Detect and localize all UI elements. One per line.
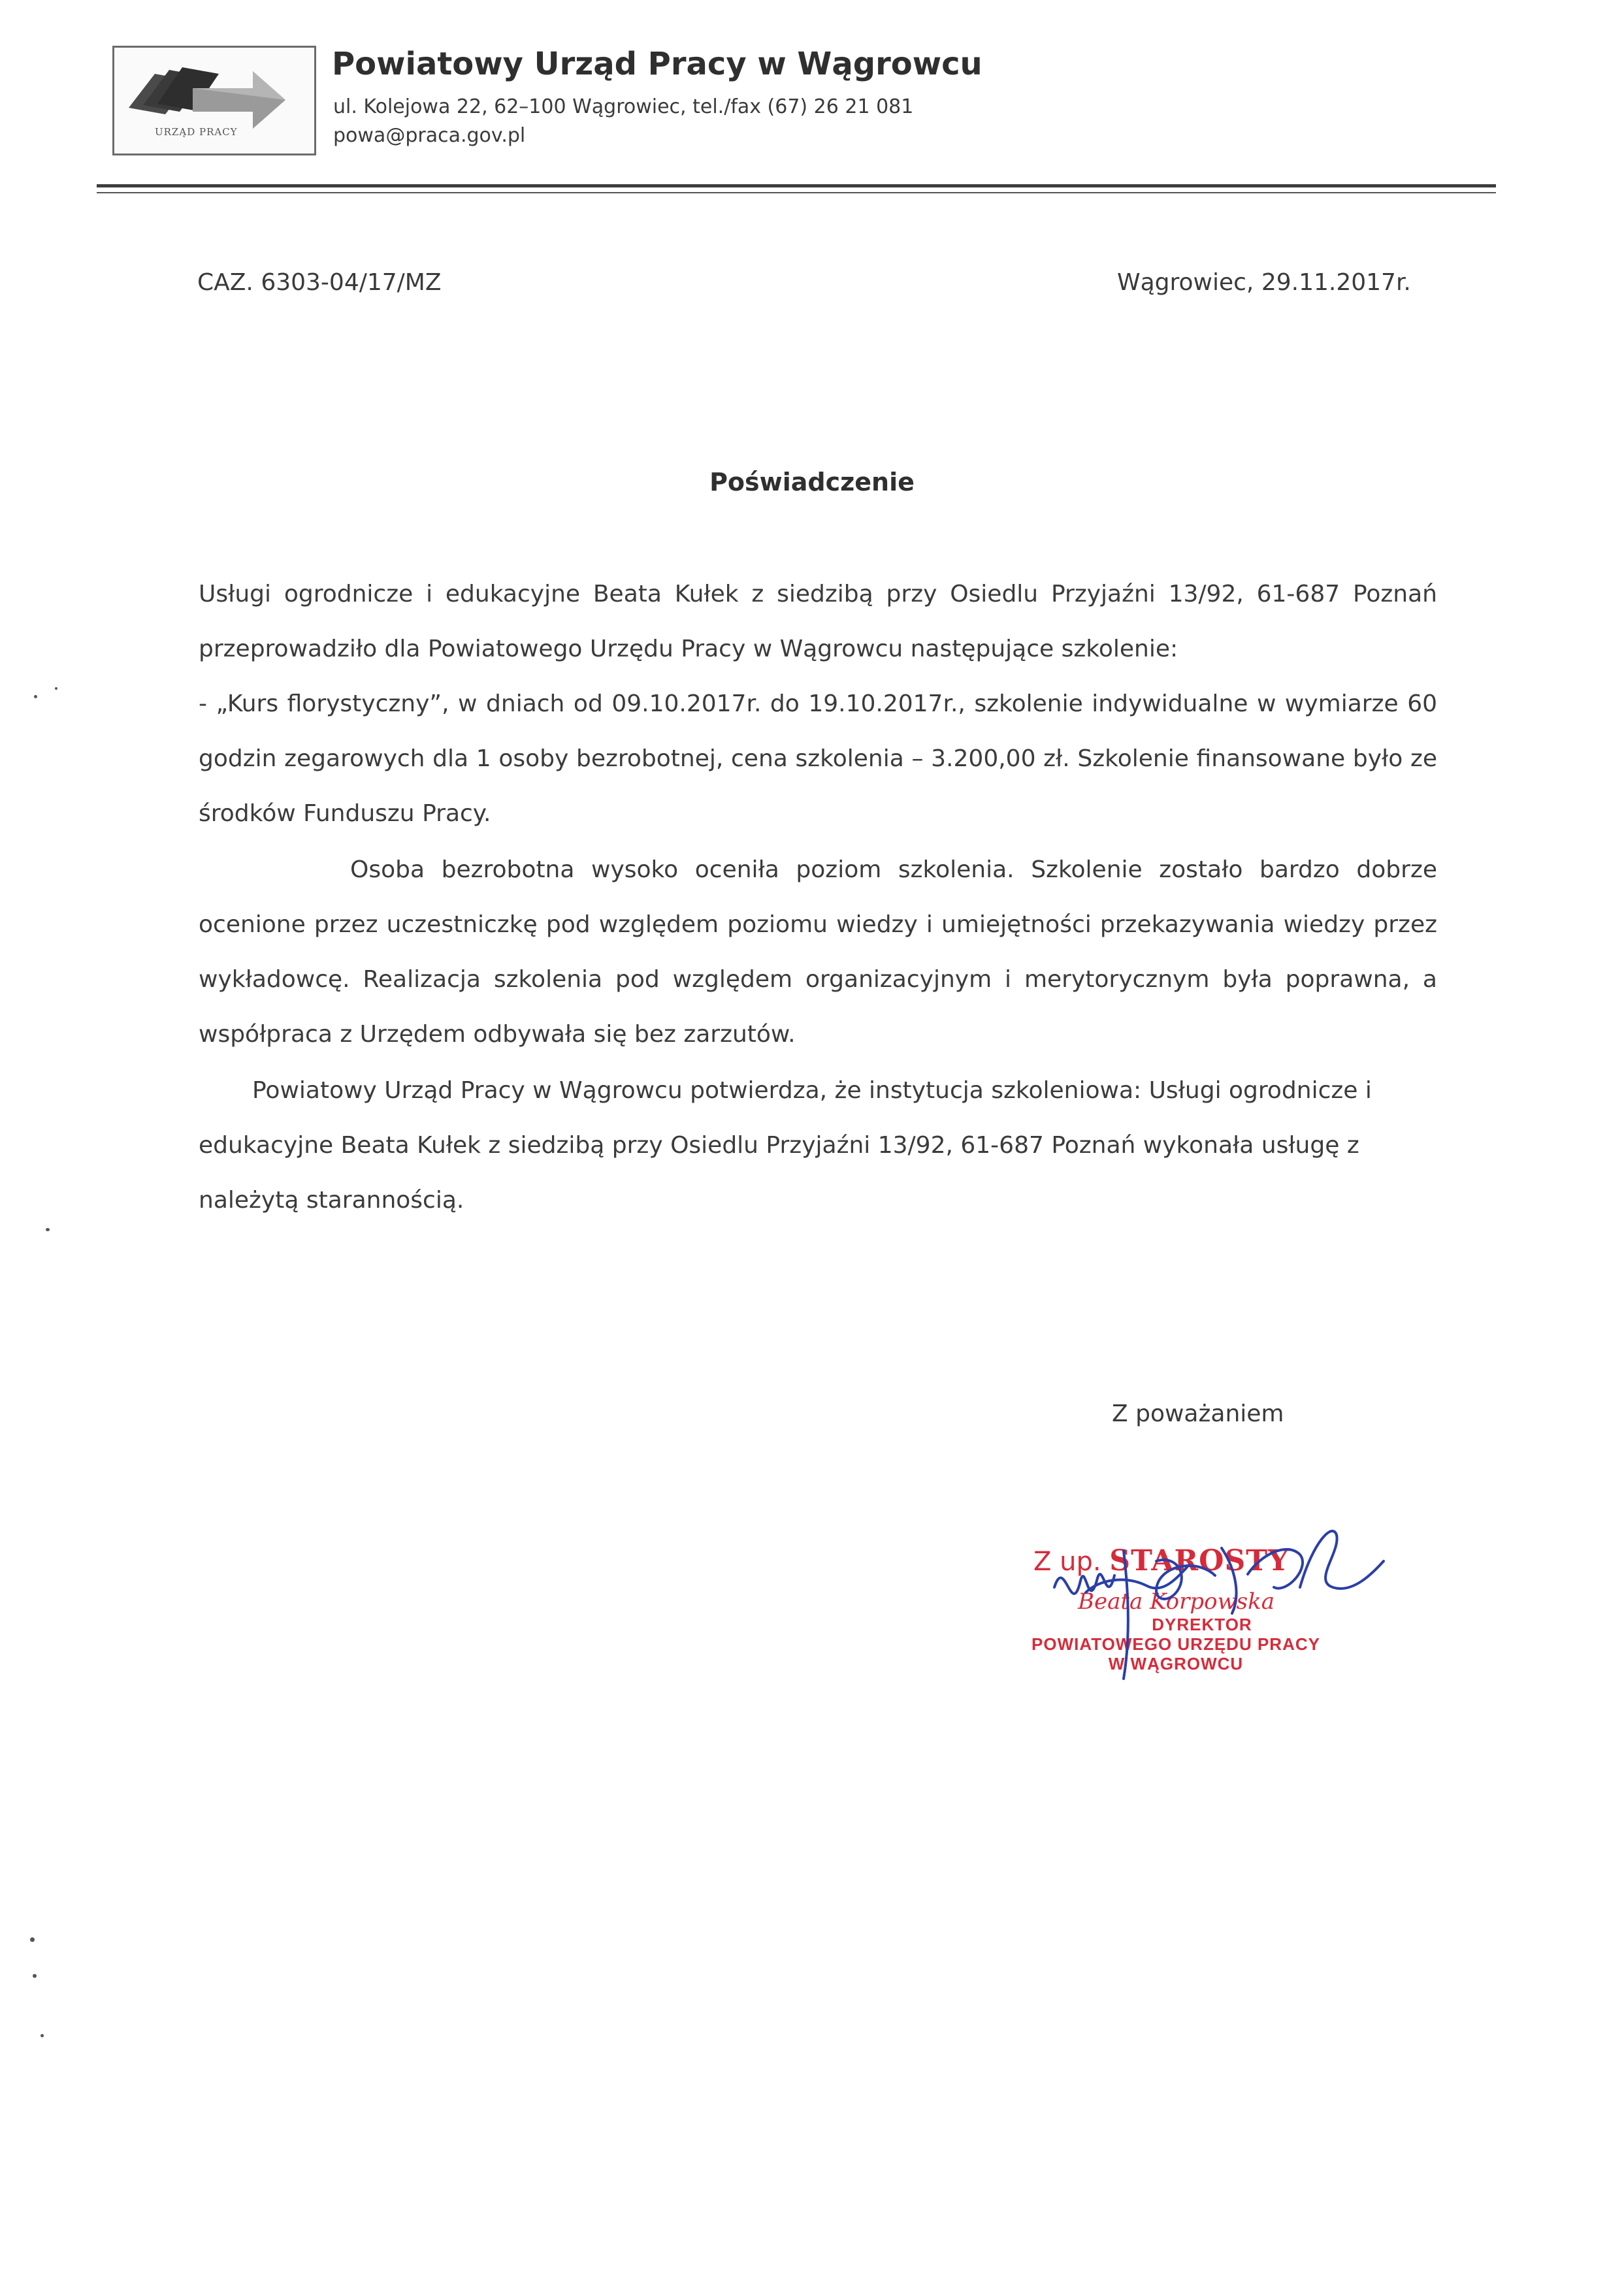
scan-speck: [33, 1974, 37, 1978]
stamp-role-line-1: DYREKTOR: [1152, 1615, 1252, 1634]
scan-speck: [41, 2034, 44, 2037]
document-title: Poświadczenie: [709, 468, 915, 496]
body-paragraph-1: [199, 567, 1437, 841]
header-divider-thick: [97, 184, 1496, 187]
paragraph-3-text: Powiatowy Urząd Pracy w Wągrowcu potwierdza, że instytucja szkoleniowa: Usługi ogrodnicze i edukacyjne Beata Kułek z siedzibą przy Osiedlu Przyjaźni 13/92, 61-687 Poznań wykonała usługę z należytą starannością.: [199, 1077, 1372, 1214]
stamp-prefix: Z up.: [1033, 1547, 1101, 1577]
closing-phrase: Z poważaniem: [1112, 1400, 1284, 1427]
body-paragraph-2: [199, 843, 1437, 1062]
paragraph-2-text: Osoba bezrobotna wysoko oceniła poziom szkolenia. Szkolenie zostało bardzo dobrze ocenione przez uczestniczkę pod względem poziomu wiedzy i umiejętności przekazywania wiedzy przez wykładowcę. Realizacja szkolenia pod względem organizacyjnym i merytorycznym była poprawna, a współpraca z Urzędem odbywała się bez zarzutów.: [199, 856, 1437, 1048]
logo-caption: URZĄD PRACY: [155, 126, 238, 138]
paragraph-1-details: - „Kurs florystyczny”, w dniach od 09.10.2017r. do 19.10.2017r., szkolenie indywidualne w wymiarze 60 godzin zegarowych dla 1 osoby bezrobotnej, cena szkolenia – 3.200,00 zł. Szkolenie finansowane było ze środków Funduszu Pracy.: [199, 690, 1437, 827]
office-logo: [112, 46, 316, 155]
stamp-role-line-2: POWIATOWEGO URZĘDU PRACY: [1031, 1634, 1320, 1654]
scan-speck: [55, 687, 57, 690]
stamp-signatory-name: Beata Korpowska: [1078, 1589, 1275, 1615]
scan-speck: [30, 1937, 35, 1942]
paragraph-1-intro: Usługi ogrodnicze i edukacyjne Beata Kułek z siedzibą przy Osiedlu Przyjaźni 13/92, 61-687 Poznań przeprowadziło dla Powiatowego Urzędu Pracy w Wągrowcu następujące szkolenie:: [199, 581, 1437, 662]
scan-speck: [46, 1228, 50, 1231]
body-paragraph-3: [199, 1063, 1437, 1228]
handwritten-signature: [1026, 1515, 1391, 1685]
scan-speck: [34, 695, 37, 698]
stamp-role-line-3: W WĄGROWCU: [1108, 1654, 1244, 1673]
organization-email: powa@praca.gov.pl: [333, 124, 526, 147]
organization-address: ul. Kolejowa 22, 62–100 Wągrowiec, tel./fax (67) 26 21 081: [333, 95, 914, 118]
header-divider-thin: [97, 192, 1496, 193]
organization-name: Powiatowy Urząd Pracy w Wągrowcu: [332, 46, 983, 82]
stamp-starosty: STAROSTY: [1109, 1544, 1290, 1577]
reference-number: CAZ. 6303-04/17/MZ: [197, 269, 442, 296]
place-and-date: Wągrowiec, 29.11.2017r.: [1117, 269, 1411, 296]
